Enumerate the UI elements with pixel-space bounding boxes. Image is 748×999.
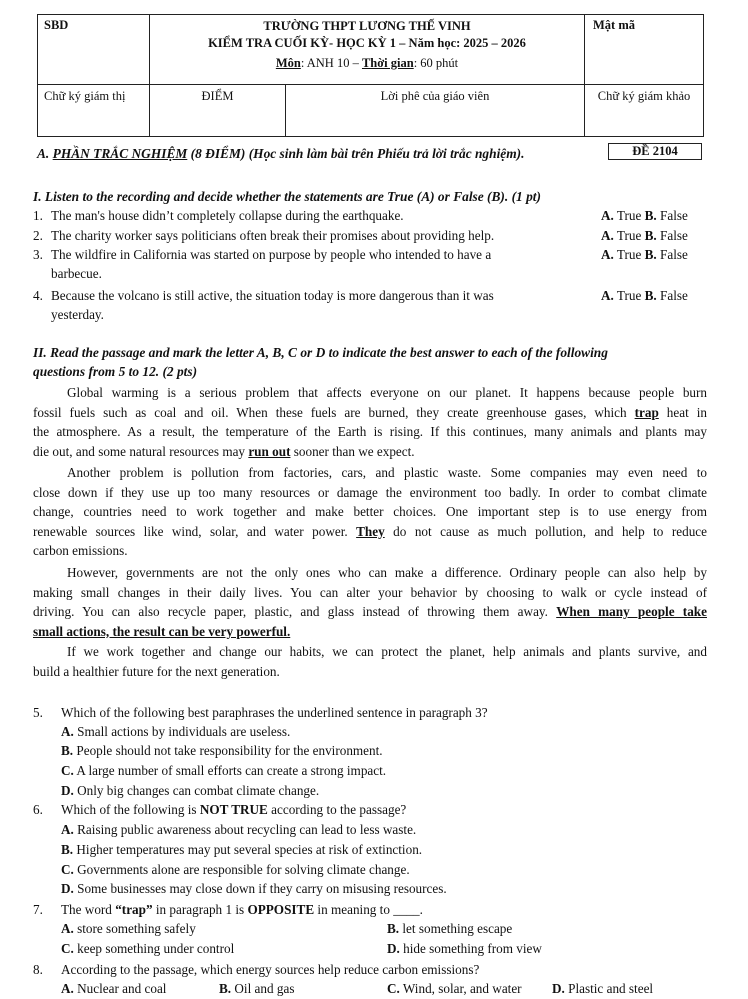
underlined-trap: trap [634,404,659,420]
passage-paragraph-4: If we work together and change our habits, we can protect the planet, help animals and plants survive, and build a healthier future for the next generation. [33,644,707,679]
underlined-run-out: run out [248,443,291,459]
underlined-sentence-part2: small actions, the result can be very powerful. [33,623,291,639]
q7-option-a[interactable]: A. store something safely [61,921,196,936]
q8-option-d[interactable]: D. Plastic and steel [552,981,654,996]
q7-option-c[interactable]: C. keep something under control [61,941,235,956]
secret-code-label: Mật mã [593,18,635,32]
question-5: 5. Which of the following best paraphrases the underlined sentence in paragraph 3? [33,705,488,720]
listening-choice-1[interactable]: A. True B. False [601,208,688,223]
q7-option-d[interactable]: D. hide something from view [387,941,542,956]
examiner-signature-cell[interactable]: Chữ ký giám khảo [585,85,704,137]
secret-code-cell[interactable] [585,15,704,85]
listening-item-2: 2. The charity worker says politicians often break their promises about providing help. [33,228,495,243]
score-cell[interactable]: ĐIỂM [150,85,286,137]
sbd-cell[interactable] [38,15,150,85]
question-7: 7. The word “trap” in paragraph 1 is OPPOSITE in meaning to ____. [33,902,423,917]
school-name: TRƯỜNG THPT LƯƠNG THẾ VINH [263,19,471,33]
q6-option-b[interactable]: B. Higher temperatures may put several species at risk of extinction. [61,842,423,857]
q5-option-d[interactable]: D. Only big changes can combat climate change. [61,783,320,798]
underlined-they: They [356,523,385,539]
passage-paragraph-1: Global warming is a serious problem that affects everyone on our planet. It happens because people burn fossil fuels such as coal and oil. When these fuels are burned, they create greenhouse gases, which trap heat in the atmosphere. As a result, the temperature of the Earth is rising. If this continues, many animals and plants may die out, and some natural resources may run out sooner than we expect. [33,385,707,459]
listening-item-3: 3. The wildfire in California was started on purpose by people who intended to have a barbecue. [33,247,492,281]
q8-option-b[interactable]: B. Oil and gas [219,981,295,996]
answer-blank: ____ [393,902,420,917]
q5-option-c[interactable]: C. A large number of small efforts can create a strong impact. [61,763,387,778]
passage-paragraph-2: Another problem is pollution from factories, cars, and plastic waste. Some companies may even need to close down if they use up too many resources or damage the environment too badly. In order to combat climate change, countries need to work together and make better choices. One important step is to use energy from renewable sources like wind, solar, and water power. They do not cause as much pollution, and help to reduce carbon emissions. [33,465,707,558]
q6-option-d[interactable]: D. Some businesses may close down if they carry on misusing resources. [61,881,447,896]
q7-option-b[interactable]: B. let something escape [387,921,513,936]
teacher-comment-cell[interactable]: Lời phê của giáo viên [286,85,585,137]
exam-code-box: ĐỀ 2104 [608,143,702,160]
underlined-sentence-part1: When many people take [556,604,707,619]
listening-choice-3[interactable]: A. True B. False [601,247,688,262]
part2-heading-line2: questions from 5 to 12. (2 pts) [33,364,198,379]
listening-choice-2[interactable]: A. True B. False [601,228,688,243]
question-8: 8. According to the passage, which energy sources help reduce carbon emissions? [33,962,480,977]
exam-title: KIỂM TRA CUỐI KỲ- HỌC KỲ 1 – Năm học: 2025 – 2026 [208,35,526,50]
listening-choice-4[interactable]: A. True B. False [601,288,688,303]
q6-option-c[interactable]: C. Governments alone are responsible for solving climate change. [61,862,410,877]
question-6: 6. Which of the following is NOT TRUE according to the passage? [33,802,407,817]
proctor-signature-cell[interactable]: Chữ ký giám thị [38,85,150,137]
subject-line: Môn: ANH 10 – Thời gian: 60 phút [275,56,459,70]
q6-option-a[interactable]: A. Raising public awareness about recycling can lead to less waste. [61,822,417,837]
section-a-title: A. PHẦN TRẮC NGHIỆM (8 ĐIỂM) (Học sinh làm bài trên Phiếu trả lời trắc nghiệm). [37,146,525,161]
q8-option-a[interactable]: A. Nuclear and coal [61,981,167,996]
q8-option-c[interactable]: C. Wind, solar, and water [387,981,522,996]
sbd-label: SBD [44,18,69,32]
listening-item-1: 1. The man's house didn’t completely collapse during the earthquake. [33,208,404,223]
listening-item-4: 4. Because the volcano is still active, the situation today is more dangerous than it was yesterday. [33,288,494,322]
part1-heading: I. Listen to the recording and decide whether the statements are True (A) or False (B). (1 pt) [33,189,541,204]
header-table [37,14,704,137]
q5-option-b[interactable]: B. People should not take responsibility for the environment. [61,743,383,758]
q5-option-a[interactable]: A. Small actions by individuals are useless. [61,724,291,739]
school-info-cell [150,15,585,85]
passage-paragraph-3: However, governments are not the only ones who can make a difference. Ordinary people can also help by making small changes in their daily lives. You can alter your behavior by choosing to walk or cycle instead of driving. You can also recycle paper, plastic, and glass instead of throwing them away. When many people take small actions, the result can be very powerful. [33,565,707,639]
part2-heading-line1: II. Read the passage and mark the letter A, B, C or D to indicate the best answer to each of the following [33,345,608,360]
